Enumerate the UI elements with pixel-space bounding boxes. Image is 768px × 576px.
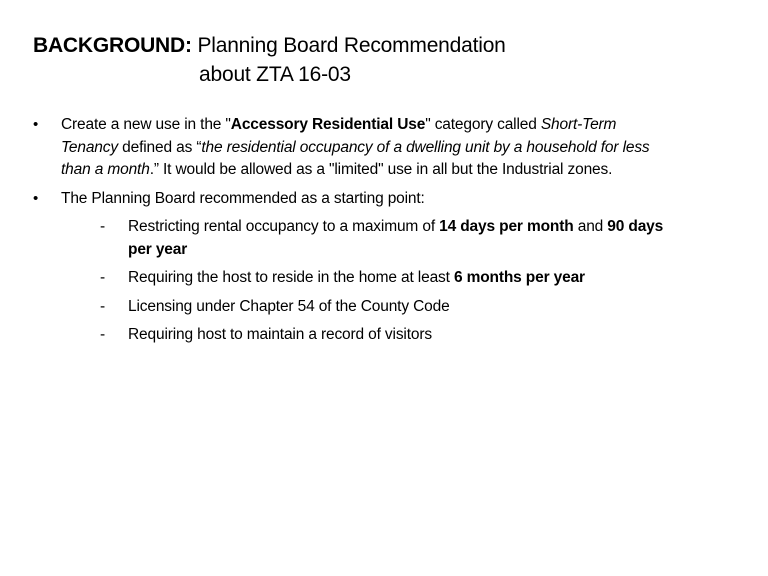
title-line1: Planning Board Recommendation (197, 34, 506, 57)
title-line2: about ZTA 16-03 (199, 63, 351, 86)
text-segment: Requiring host to maintain a record of visitors (128, 326, 432, 343)
text-segment: and (573, 218, 608, 235)
bullet-list (33, 114, 673, 353)
slide-title (33, 31, 506, 89)
bullet-text: The Planning Board recommended as a starting point: (61, 189, 425, 207)
sub-marker: - (100, 218, 106, 235)
text-segment: Restricting rental occupancy to a maximum of (128, 218, 440, 235)
sub-item-host-residency (61, 267, 673, 290)
sub-marker: - (100, 297, 106, 315)
bullet-text (61, 116, 650, 178)
text-segment-bold: Accessory Residential Use (230, 116, 426, 133)
sub-marker: - (100, 326, 106, 343)
sub-item-licensing (61, 296, 673, 319)
sub-marker: - (100, 269, 106, 286)
title-prefix: BACKGROUND: (33, 34, 192, 57)
sub-item-visitor-records (61, 324, 673, 347)
text-segment-bold: 6 months per year (453, 269, 585, 286)
text-segment: .” It would be allowed as a "limited" use in all but the Industrial zones. (149, 161, 613, 178)
text-segment: Create a new use in the " (61, 116, 231, 133)
text-segment: Requiring the host to reside in the home at least (128, 269, 454, 286)
text-segment-italic: Short-Term Tenancy (61, 116, 617, 156)
text-segment-bold: 90 days per year (128, 218, 664, 258)
bullet-marker: • (33, 116, 39, 133)
sub-item-occupancy-limit (61, 216, 673, 261)
text-segment: " category called (425, 116, 541, 133)
bullet-item-short-term-tenancy (33, 114, 673, 182)
text-segment-bold: 14 days per month (439, 218, 574, 235)
text-segment: Licensing under Chapter 54 of the County Code (128, 297, 450, 315)
text-segment: defined as “ (117, 138, 202, 156)
text-segment-italic: the residential occupancy of a dwelling unit by a household for less than a month (61, 138, 650, 178)
bullet-marker: • (33, 189, 39, 207)
bullet-item-recommendations (33, 188, 673, 347)
